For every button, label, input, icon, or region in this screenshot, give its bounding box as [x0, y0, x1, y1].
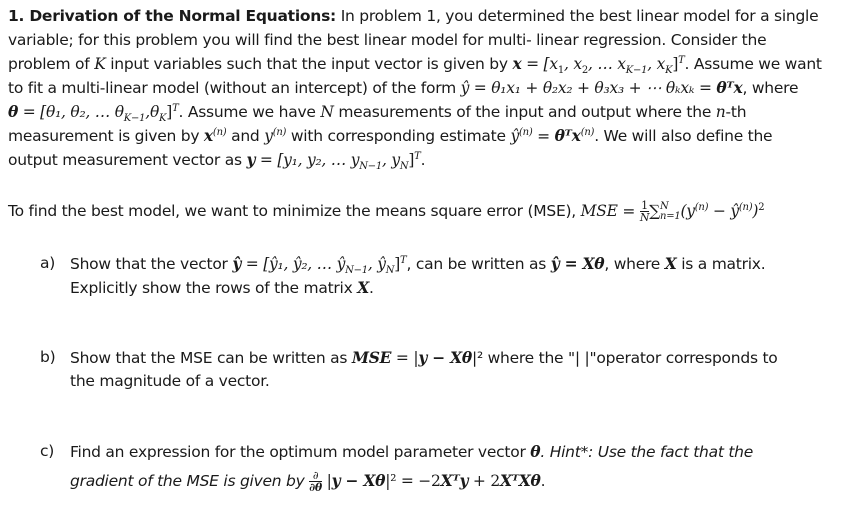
- mse-fraction: $\frac{1}{N}$: [639, 199, 650, 224]
- part-a-line-1: Show that the vector ŷ = [ŷ₁, ŷ₂, … $ŷ_{N-1}$, $ŷ_N]^T$, can be written as ŷ = Xθ, where X is a matrix.: [70, 254, 766, 277]
- problem-line-3: problem of K input variables such that the input vector is given by $x = [x_1$, $x_2$, … $x_{K-1}$, $x_K]^T$. Assume we want: [8, 54, 822, 77]
- problem-line-2: variable; for this problem you will find the best linear model for multi- linear regression. Consider the: [8, 31, 767, 49]
- summation-symbol: ∑: [649, 202, 661, 220]
- part-b-line-2: the magnitude of a vector.: [70, 372, 270, 390]
- part-a-line-2: Explicitly show the rows of the matrix X.: [70, 278, 374, 297]
- part-b-label: b): [40, 348, 56, 366]
- problem-line-5: θ = [θ₁, θ₂, … $\theta_{K-1},\theta_K]^T$. Assume we have N measurements of the input and output where the n-th: [8, 102, 747, 125]
- problem-line-1: 1. Derivation of the Normal Equations: In problem 1, you determined the best linear model for a single: [8, 7, 819, 25]
- part-b-line-1: Show that the MSE can be written as MSE = |y − Xθ|² where the "| |"operator corresponds to: [70, 348, 778, 367]
- partial-derivative-fraction: $\frac{\partial}{\partial\theta}$: [309, 469, 322, 494]
- problem-line-6: measurement is given by $x^{(n)}$ and $y^{(n)}$ with corresponding estimate $ŷ^{(n)}$ = θᵀx$^{(n)}$. We will also define the: [8, 126, 773, 145]
- summation-limits: N n=1: [660, 200, 681, 222]
- problem-line-4: to fit a multi-linear model (without an intercept) of the form ŷ = θ₁x₁ + θ₂x₂ + θ₃x₃ + ⋯ θₖxₖ = θᵀx, where: [8, 78, 799, 97]
- problem-line-7: output measurement vector as y = [y₁, y₂, … $y_{N-1}$, $y_N]^T$.: [8, 150, 426, 173]
- problem-heading: 1. Derivation of the Normal Equations:: [8, 7, 337, 25]
- part-a-label: a): [40, 254, 56, 272]
- part-c-label: c): [40, 442, 55, 460]
- part-c-line-2: gradient of the MSE is given by $\frac{\partial}{\partial\theta}$ |y − Xθ|² = −2Xᵀy + 2XᵀXθ.: [70, 469, 546, 494]
- part-c-line-1: Find an expression for the optimum model parameter vector θ. Hint*: Use the fact that the: [70, 442, 754, 461]
- mse-definition-line: To find the best model, we want to minimize the means square error (MSE), MSE = $\frac{1}{N}$ ∑ N n=1 ($y^{(n)}$ − $ŷ^{(n)})^2$: [8, 199, 765, 224]
